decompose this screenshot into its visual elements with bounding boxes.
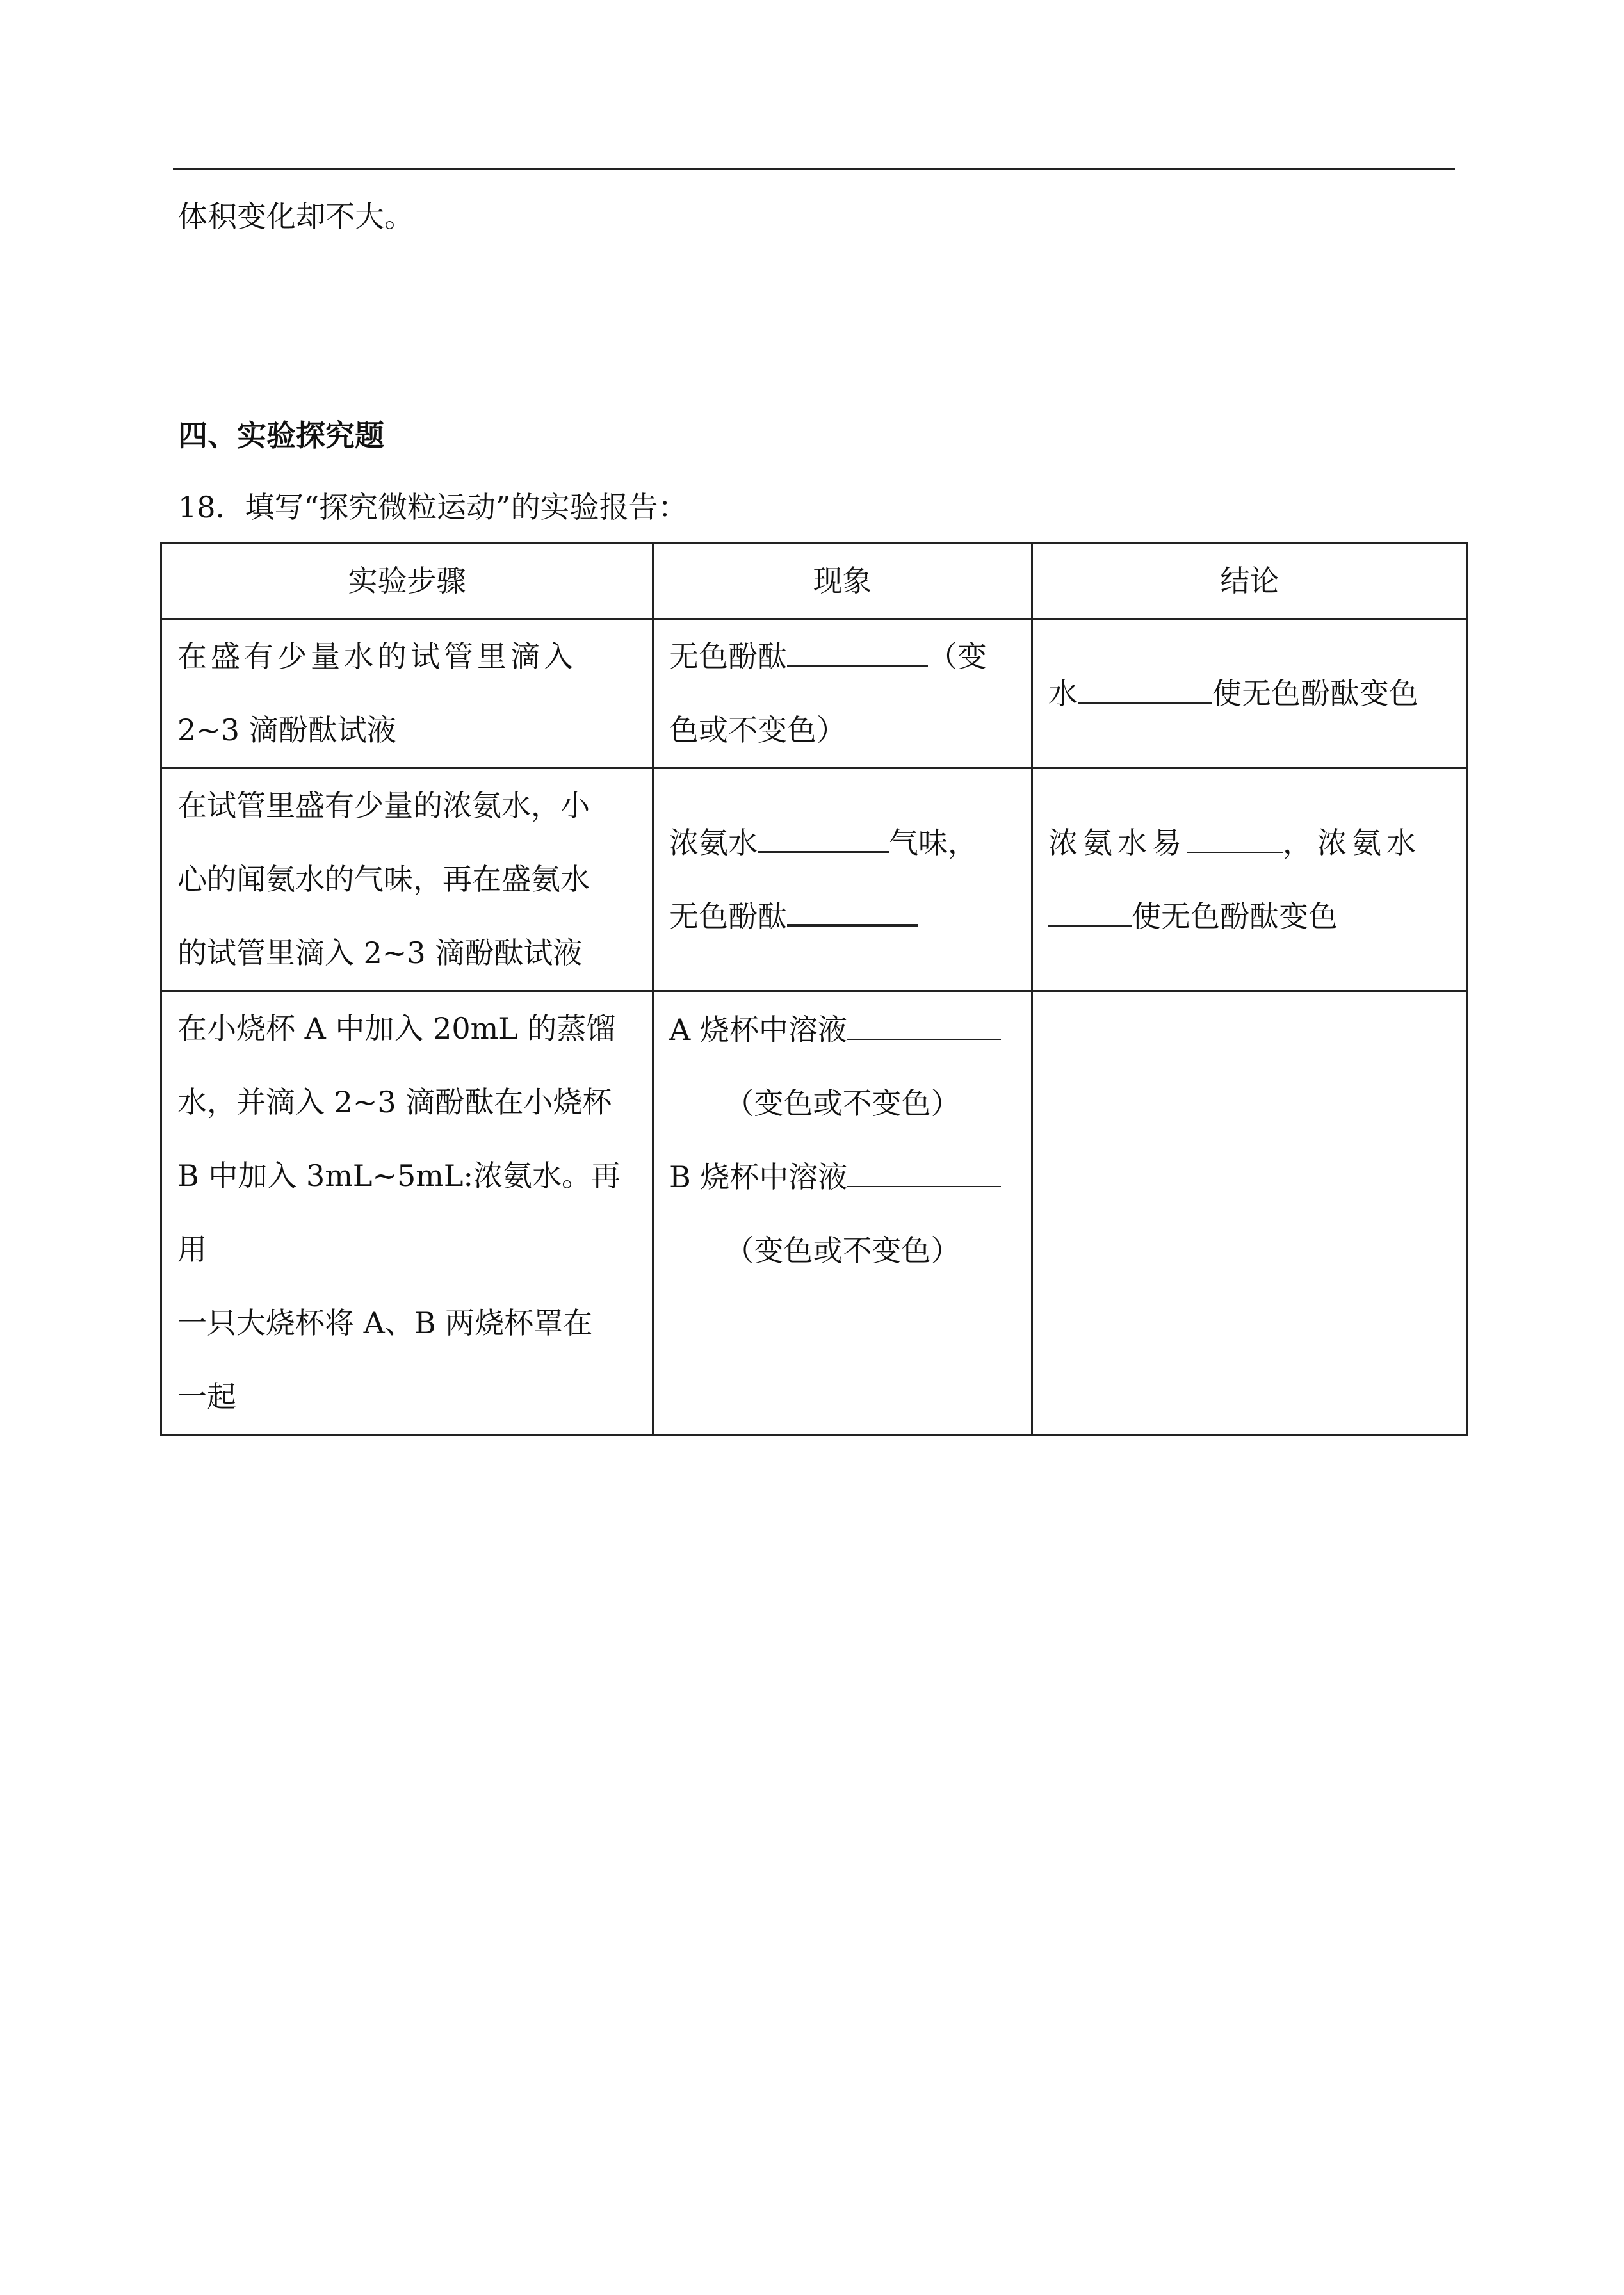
step-line: 在试管里盛有少量的浓氨水，小 xyxy=(177,788,590,823)
step-line: 的试管里滴入 2~3 滴酚酞试液 xyxy=(177,936,583,970)
continuation-text: 体积变化却不大。 xyxy=(178,199,414,234)
header-conclusion: 结论 xyxy=(1032,543,1468,619)
step-cell xyxy=(161,991,653,1435)
step-line: 心的闻氨水的气味，再在盛氨水 xyxy=(177,862,590,896)
header-steps: 实验步骤 xyxy=(161,543,653,619)
section-heading: 四、实验探究题 xyxy=(178,418,384,453)
step-cell xyxy=(161,619,653,768)
step-cell xyxy=(161,768,653,991)
table-row xyxy=(161,768,1468,991)
phenomenon-cell: 浓氨水 气味， 无色酚酞 xyxy=(653,768,1032,991)
step-line: 水，并滴入 2~3 滴酚酞在小烧杯 xyxy=(177,1085,612,1119)
phenomenon-cell: 无色酚酞 （变 色或不变色） xyxy=(653,619,1032,768)
answer-blank[interactable] xyxy=(1078,674,1212,704)
table-row xyxy=(161,619,1468,768)
answer-blank[interactable] xyxy=(758,823,889,853)
experiment-report-table xyxy=(160,542,1468,1436)
conclusion-cell-empty[interactable] xyxy=(1032,991,1468,1435)
conclusion-cell: 浓氨水易 ，浓氨水 使无色酚酞变色 xyxy=(1032,768,1468,991)
step-line: 在盛有少量水的试管里滴入 xyxy=(177,639,577,674)
table-header-row xyxy=(161,543,1468,619)
step-line: 一起 xyxy=(177,1379,236,1414)
phenomenon-cell: A 烧杯中溶液 （变色或不变色） B 烧杯中溶液 （变色或不变色） xyxy=(653,991,1032,1435)
conclusion-cell: 水 使无色酚酞变色 xyxy=(1032,619,1468,768)
step-line: B 中加入 3mL~5mL:浓氨水。再用 xyxy=(177,1158,621,1267)
step-line: 在小烧杯 A 中加入 20mL 的蒸馏 xyxy=(177,1011,616,1046)
step-line: 2~3 滴酚酞试液 xyxy=(177,713,396,747)
step-line: 一只大烧杯将 A、B 两烧杯罩在 xyxy=(177,1306,593,1340)
answer-blank[interactable] xyxy=(847,1158,1001,1187)
answer-blank[interactable] xyxy=(787,896,918,927)
header-rule xyxy=(173,168,1455,170)
answer-blank[interactable] xyxy=(847,1010,1001,1040)
answer-blank[interactable] xyxy=(1187,823,1283,853)
question-18: 18．填写“探究微粒运动”的实验报告： xyxy=(178,490,688,524)
table-row xyxy=(161,991,1468,1435)
header-phenomenon: 现象 xyxy=(653,543,1032,619)
answer-blank[interactable] xyxy=(787,637,928,667)
answer-blank[interactable] xyxy=(1048,897,1132,927)
